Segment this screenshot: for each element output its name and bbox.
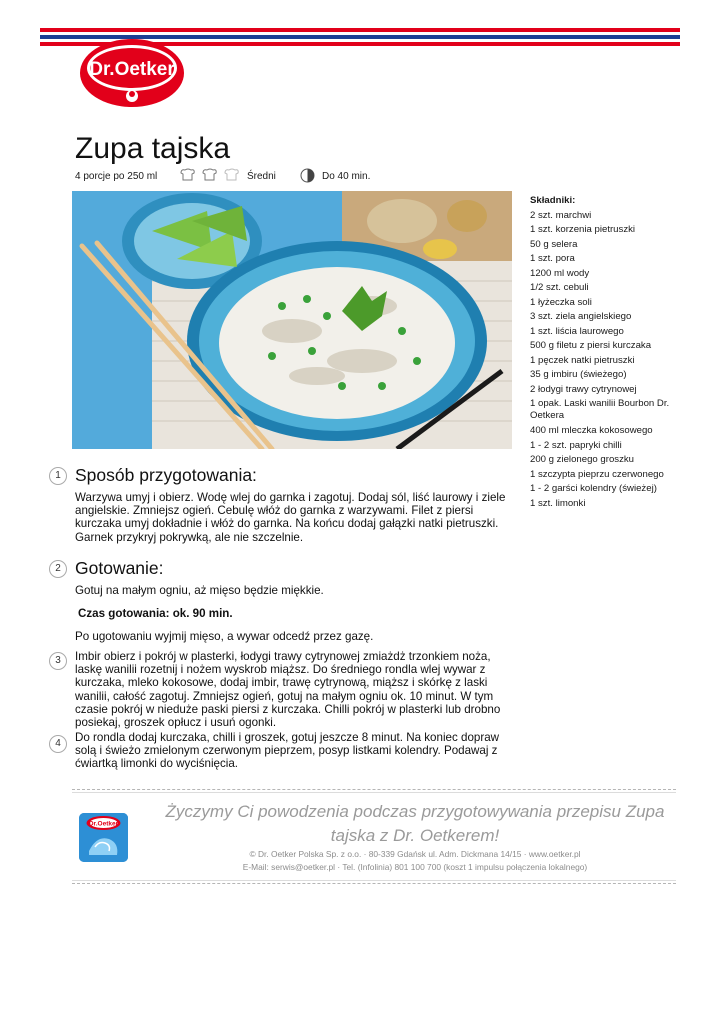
ingredient-item: 50 g selera xyxy=(530,238,578,250)
svg-text:Dr.Oetker: Dr.Oetker xyxy=(88,820,119,828)
step-heading: Gotowanie: xyxy=(75,558,164,578)
time-text: Do 40 min. xyxy=(322,171,371,182)
ingredients-list xyxy=(530,194,690,511)
ingredient-item: 1 szt. pora xyxy=(530,253,575,264)
ingredient-item: 400 ml mleczka kokosowego xyxy=(530,425,653,436)
ingredient-item: 1 łyżeczka soli xyxy=(530,296,592,308)
footer-contact: E-Mail: serwis@oetker.pl · Tel. (Infolinia) 801 100 700 (koszt 1 impulsu połączenia lokalnego) xyxy=(242,862,588,872)
ingredient-item: 1 szt. korzenia pietruszki xyxy=(530,224,636,235)
recipe-meta xyxy=(75,168,415,186)
footer-divider xyxy=(72,789,676,790)
ingredient-item: 1200 ml wody xyxy=(530,267,590,279)
step-number: 2 xyxy=(49,560,67,578)
ingredient-item: 1 szczypta pieprzu czerwonego xyxy=(530,468,664,480)
ingredient-item: 35 g imbiru (świeżego) xyxy=(530,369,627,380)
svg-text:Dr.Oetker: Dr.Oetker xyxy=(89,59,175,80)
footer-divider xyxy=(72,883,676,884)
portions-text: 4 porcje po 250 ml xyxy=(75,171,158,182)
ingredient-item: 1 pęczek natki pietruszki xyxy=(530,354,635,366)
step-number: 4 xyxy=(49,735,67,753)
step-number: 3 xyxy=(49,652,67,670)
footer-logo xyxy=(79,813,128,862)
footer-wish: Życzymy Ci powodzenia podczas przygotowywania przepisu Zupa tajska z Dr. Oetkerem! xyxy=(165,802,665,845)
step-text: Gotuj na małym ogniu, aż mięso będzie miękkie. xyxy=(75,584,324,597)
cooking-time: Czas gotowania: ok. 90 min. xyxy=(78,607,233,620)
ingredient-item: 1 - 2 garści kolendry (świeżej) xyxy=(530,483,657,494)
step-text: Do rondla dodaj kurczaka, chilli i groszek, gotuj jeszcze 8 minut. Na koniec dopraw solą i świeżo zmielonym czerwonym pieprzem, posyp listkami kolendry. Podawaj z ćwiartką limonki do wyciśnięcia. xyxy=(75,731,500,771)
step-text: Imbir obierz i pokrój w plasterki, łodygi trawy cytrynowej zmiażdż trzonkiem noża, laskę wanilii rozetnij i nożem wyskrob miąższ. Do średniego rondla wlej wywar z kurczaka, mleko kokosowe, dodaj imbir, trawę cytrynową, miąższ i skórkę z laski wanilii, całość zagotuj. Zmniejsz ogień, gotuj na małym ogniu ok. 10 minut. W tym czasie pokrój w nieduże paski piersi z kurczaka. Chilli pokrój w plasterki lub drobno posiekaj, groszek opłucz i usuń ogonki. xyxy=(75,650,501,730)
ingredient-item: 1/2 szt. cebuli xyxy=(530,282,589,293)
ingredient-item: 3 szt. ziela angielskiego xyxy=(530,311,632,322)
ingredient-item: 1 - 2 szt. papryki chilli xyxy=(530,439,622,451)
step-text: Po ugotowaniu wyjmij mięso, a wywar odcedź przez gazę. xyxy=(75,630,374,643)
step-text: Warzywa umyj i obierz. Wodę wlej do garnka i zagotuj. Dodaj sól, liść laurowy i ziele angielskie. Zmniejsz ogień. Cebulę włóż do garnka z warzywami. Filet z piersi kurczaka umyj dokładnie i włóż do garnka. Na końcu dodaj gałązki natki pietruszki. Garnek przykryj pokrywką, ale nie szczelnie. xyxy=(75,491,506,544)
dr-oetker-badge-icon xyxy=(79,813,128,862)
chef-hat-icon xyxy=(179,168,241,183)
ingredient-item: 1 szt. liścia laurowego xyxy=(530,325,624,337)
ingredient-item: 200 g zielonego groszku xyxy=(530,454,635,465)
dr-oetker-logo xyxy=(79,38,185,108)
ingredient-item: 2 szt. marchwi xyxy=(530,209,592,221)
footer-divider xyxy=(72,880,676,881)
ingredient-item: 1 szt. limonki xyxy=(530,497,586,509)
difficulty-text: Średni xyxy=(247,171,276,182)
ingredient-item: 2 łodygi trawy cytrynowej xyxy=(530,383,637,395)
clock-icon xyxy=(300,168,315,183)
step-heading: Sposób przygotowania: xyxy=(75,465,257,485)
ingredient-item: 1 opak. Laski wanilii Bourbon Dr. Oetkera xyxy=(530,398,670,421)
footer-address: © Dr. Oetker Polska Sp. z o.o. · 80-339 Gdańsk ul. Adm. Dickmana 14/15 · www.oetker.pl xyxy=(249,849,581,859)
step-number: 1 xyxy=(49,467,67,485)
soup-photo xyxy=(72,191,512,449)
ingredient-item: 500 g filetu z piersi kurczaka xyxy=(530,340,652,351)
recipe-title: Zupa tajska xyxy=(75,132,231,165)
footer-divider xyxy=(72,792,676,793)
ingredients-heading: Składniki: xyxy=(530,195,576,206)
